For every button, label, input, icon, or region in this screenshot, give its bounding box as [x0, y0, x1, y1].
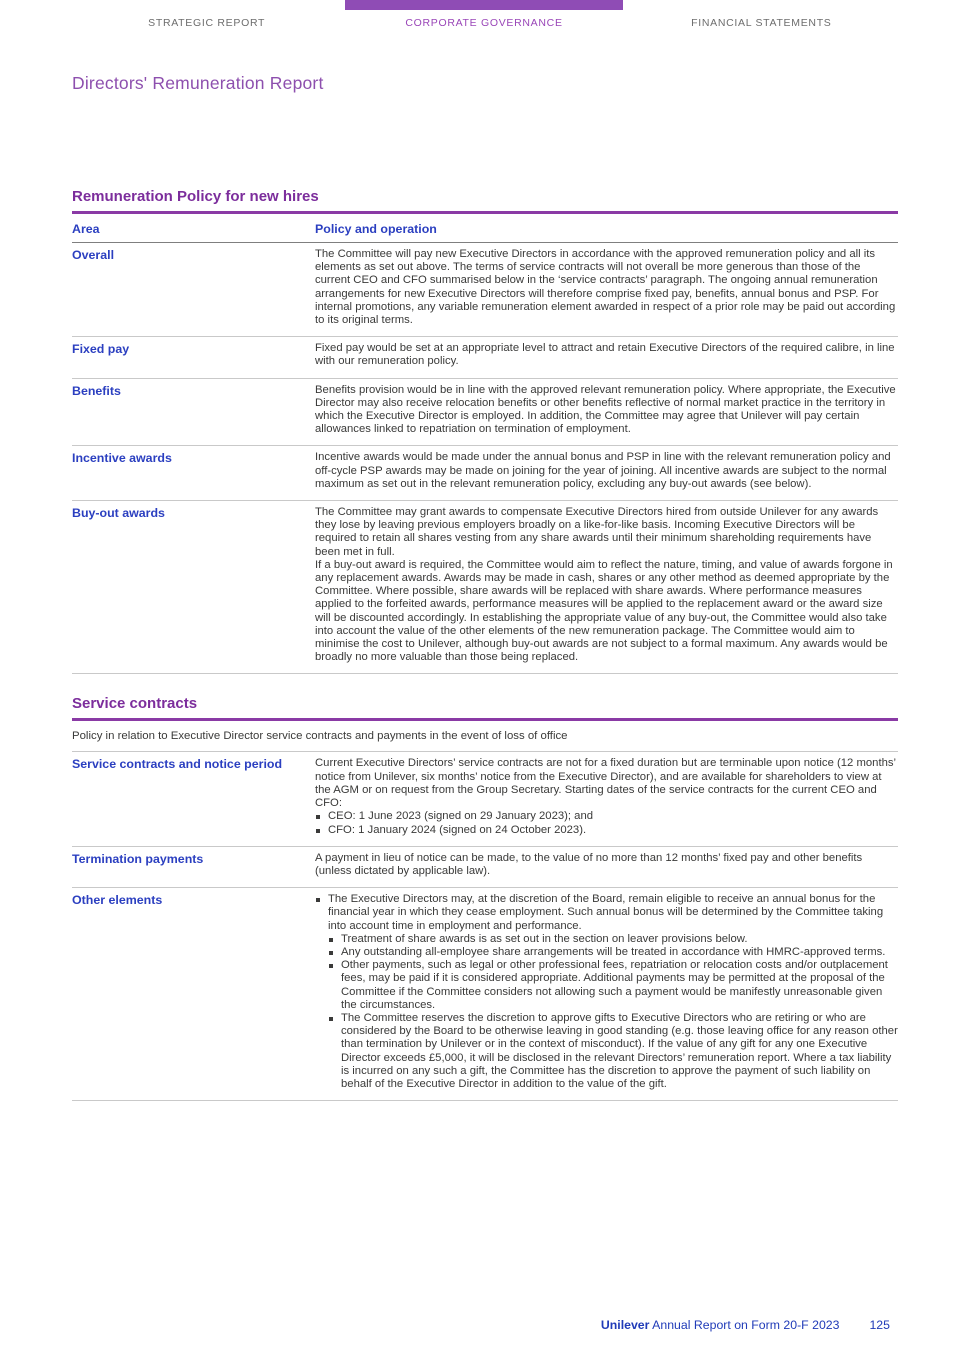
tab-highlight-bar	[345, 0, 622, 10]
bullet-list	[315, 810, 898, 836]
tab-corporate-governance[interactable]	[345, 0, 622, 29]
service-contracts-table	[72, 752, 898, 1101]
brand-name: Unilever	[600, 1318, 650, 1332]
policy-paragraph: Benefits provision would be in line with the approved relevant remuneration policy. Where appropriate, the Executive Director may also receive relocation benefits or other benefits reflective of normal market practice in the territory in which the Executive Director is employed. In addition, the Committee may agree that Unilever will pay certain allowances linked to repatriation on termination of employment.	[315, 383, 896, 436]
bullet-list	[315, 893, 898, 1091]
policy-paragraph: If a buy-out award is required, the Committee would aim to reflect the nature, timing, and value of awards forgone in any replacement awards. Awards may be made in cash, shares or any other method as deemed appropriate by the Committee. Where possible, share awards will be replaced with share awards. Where performance measures applied to the forfeited awards, performance measures will be applied to the replacement award or the award size will be discounted accordingly. In establishing the appropriate value of any buy-out, the Committee would also take into account the value of the other elements of the new remuneration package. The Committee would aim to minimise the cost to Unilever, although buy-out awards are not subject to a formal maximum. Any awards would be broadly no more valuable than those being replaced.	[315, 558, 893, 664]
tab-financial-statements[interactable]	[623, 0, 900, 29]
bullet-item	[315, 893, 898, 1091]
section-tabs	[68, 0, 900, 29]
section-heading: Remuneration Policy for new hires	[72, 188, 898, 214]
tab-highlight-bar	[623, 0, 900, 10]
bullet-marker-icon	[329, 938, 333, 942]
row-label: Benefits	[72, 379, 315, 447]
bullet-item	[328, 959, 898, 1012]
policy-paragraph: Fixed pay would be set at an appropriate level to attract and retain Executive Directors of the required calibre, in line with our remuneration policy.	[315, 342, 895, 368]
row-label: Other elements	[72, 888, 315, 1101]
row-content	[315, 501, 898, 674]
row-label: Fixed pay	[72, 337, 315, 378]
row-content	[315, 243, 898, 337]
bullet-marker-icon	[329, 951, 333, 955]
row-label: Termination payments	[72, 847, 315, 888]
report-title	[601, 1318, 840, 1332]
remuneration-policy-table	[72, 214, 898, 674]
row-content	[315, 379, 898, 447]
report-name: Annual Report on Form 20-F 2023	[649, 1318, 840, 1332]
bullet-text: Treatment of share awards is as set out in the section on leaver provisions below.	[341, 932, 748, 945]
column-header-policy: Policy and operation	[315, 214, 898, 243]
bullet-marker-icon	[329, 1017, 333, 1021]
row-label: Buy-out awards	[72, 501, 315, 674]
row-label: Incentive awards	[72, 446, 315, 501]
page-number: 125	[869, 1318, 890, 1332]
section-service-contracts	[72, 695, 898, 1101]
page-footer	[601, 1318, 890, 1332]
row-content	[315, 752, 898, 846]
bullet-marker-icon	[316, 829, 320, 833]
row-content	[315, 888, 898, 1101]
bullet-item	[328, 1012, 898, 1091]
bullet-text: Other payments, such as legal or other professional fees, repatriation or relocation costs and/or outplacement fees, may be paid if it is considered appropriate. Additional payments may be permitted at the proposal of the Committee if the Committee considers not allowing such a payment would be manifestly unreasonable given the circumstances.	[341, 959, 888, 1011]
tab-label: FINANCIAL STATEMENTS	[691, 17, 832, 29]
policy-paragraph: The Committee may grant awards to compensate Executive Directors hired from outside Unilever for any awards they lose by leaving previous employers broadly on a like-for-like basis. Incoming Executive Directors will be required to retain all shares vesting from any share awards until their minimum shareholding requirements have been met in full.	[315, 506, 879, 558]
bullet-text: CFO: 1 January 2024 (signed on 24 October 2023).	[328, 823, 587, 836]
row-content	[315, 847, 898, 888]
bullet-text: The Committee reserves the discretion to approve gifts to Executive Directors who are retiring or who are considered by the Board to be otherwise leaving in good standing (e.g. those leaving office for any reason other than termination by Unilever or in the context of misconduct). If the value of any gift for any one Executive Director exceeds £5,000, it will be disclosed in the relevant Directors’ remuneration report. Where a tax liability is incurred on any such a gift, the Committee has the discretion to approve the payment of such liability on behalf of the Executive Director in addition to the value of the gift.	[341, 1011, 898, 1090]
page-title: Directors' Remuneration Report	[72, 73, 324, 93]
tab-highlight-bar	[68, 0, 345, 10]
row-content	[315, 446, 898, 501]
policy-paragraph: A payment in lieu of notice can be made, to the value of no more than 12 months’ fixed pay and other benefits (unless dictated by applicable law).	[315, 851, 863, 877]
bullet-item	[315, 810, 898, 823]
row-content	[315, 337, 898, 378]
tab-strategic-report[interactable]	[68, 0, 345, 29]
policy-paragraph: Incentive awards would be made under the annual bonus and PSP in line with the relevant remuneration policy and off-cycle PSP awards may be made on joining for the year of joining. All incentive awards are subject to the normal maximum as set out in the relevant remuneration policy, excluding any buy-out awards (see below).	[315, 451, 891, 490]
bullet-marker-icon	[316, 898, 320, 902]
section-heading: Service contracts	[72, 695, 898, 721]
bullet-text: CEO: 1 June 2023 (signed on 29 January 2023); and	[328, 810, 594, 823]
bullet-item	[315, 824, 898, 837]
bullet-marker-icon	[329, 964, 333, 968]
tab-label: STRATEGIC REPORT	[148, 17, 266, 29]
policy-paragraph: Current Executive Directors’ service contracts are not for a fixed duration but are terminable upon notice (12 months’ notice from Unilever, six months’ notice from the Executive Director), and are available for shareholders to view at the AGM or on request from the Group Secretary. Starting dates of the service contracts for the current CEO and CFO:	[315, 757, 896, 810]
bullet-item	[328, 946, 898, 959]
policy-paragraph: The Committee will pay new Executive Directors in accordance with the approved remuneration policy and all its elements as set out above. The terms of service contracts will not overall be more generous than those of the current CEO and CFO summarised below in the ‘service contracts’ paragraph. The ongoing annual remuneration arrangements for new Executive Directors will therefore comprise fixed pay, benefits, annual bonus and PSP. For internal promotions, any variable remuneration element awarded in respect of a prior role may be paid out according to its original terms.	[315, 248, 896, 327]
bullet-marker-icon	[316, 815, 320, 819]
tab-label: CORPORATE GOVERNANCE	[405, 17, 563, 29]
bullet-list	[328, 933, 898, 1091]
row-label: Service contracts and notice period	[72, 752, 315, 846]
table-intro-text: Policy in relation to Executive Director service contracts and payments in the event of loss of office	[72, 721, 898, 752]
row-label: Overall	[72, 243, 315, 337]
bullet-text: Any outstanding all-employee share arrangements will be treated in accordance with HMRC-approved terms.	[341, 945, 886, 958]
column-header-area: Area	[72, 214, 315, 243]
section-remuneration-policy-new-hires	[72, 188, 898, 674]
bullet-item	[328, 933, 898, 946]
bullet-text: The Executive Directors may, at the discretion of the Board, remain eligible to receive an annual bonus for the financial year in which they cease employment. Such annual bonus will be determined by the Committee taking into account time in employment and performance. Treatment of share awards is as set out in the section on leaver provisions below. Any outstanding all-employee share arrangements will be treated in accordance with HMRC-approved terms. Other payments, such as legal or other professional fees, repatriation or relocation costs and/or outplacement fees, may be paid if it is considered appropriate. Additional payments may be permitted at the proposal of the Committee if the Committee considers not allowing such a payment would be manifestly unreasonable given the circumstances. The Committee reserves the discretion to approve gifts to Executive Directors who are retiring or who are considered by the Board to be otherwise leaving in good standing (e.g. those leaving office for any reason other than termination by Unilever or in the context of misconduct). If the value of any gift for any one Executive Director exceeds £5,000, it will be disclosed in the relevant Directors’ remuneration report. Where a tax liability is incurred on any such a gift, the Committee has the discretion to approve the payment of such liability on behalf of the Executive Director in addition to the value of the gift.	[328, 893, 898, 1090]
